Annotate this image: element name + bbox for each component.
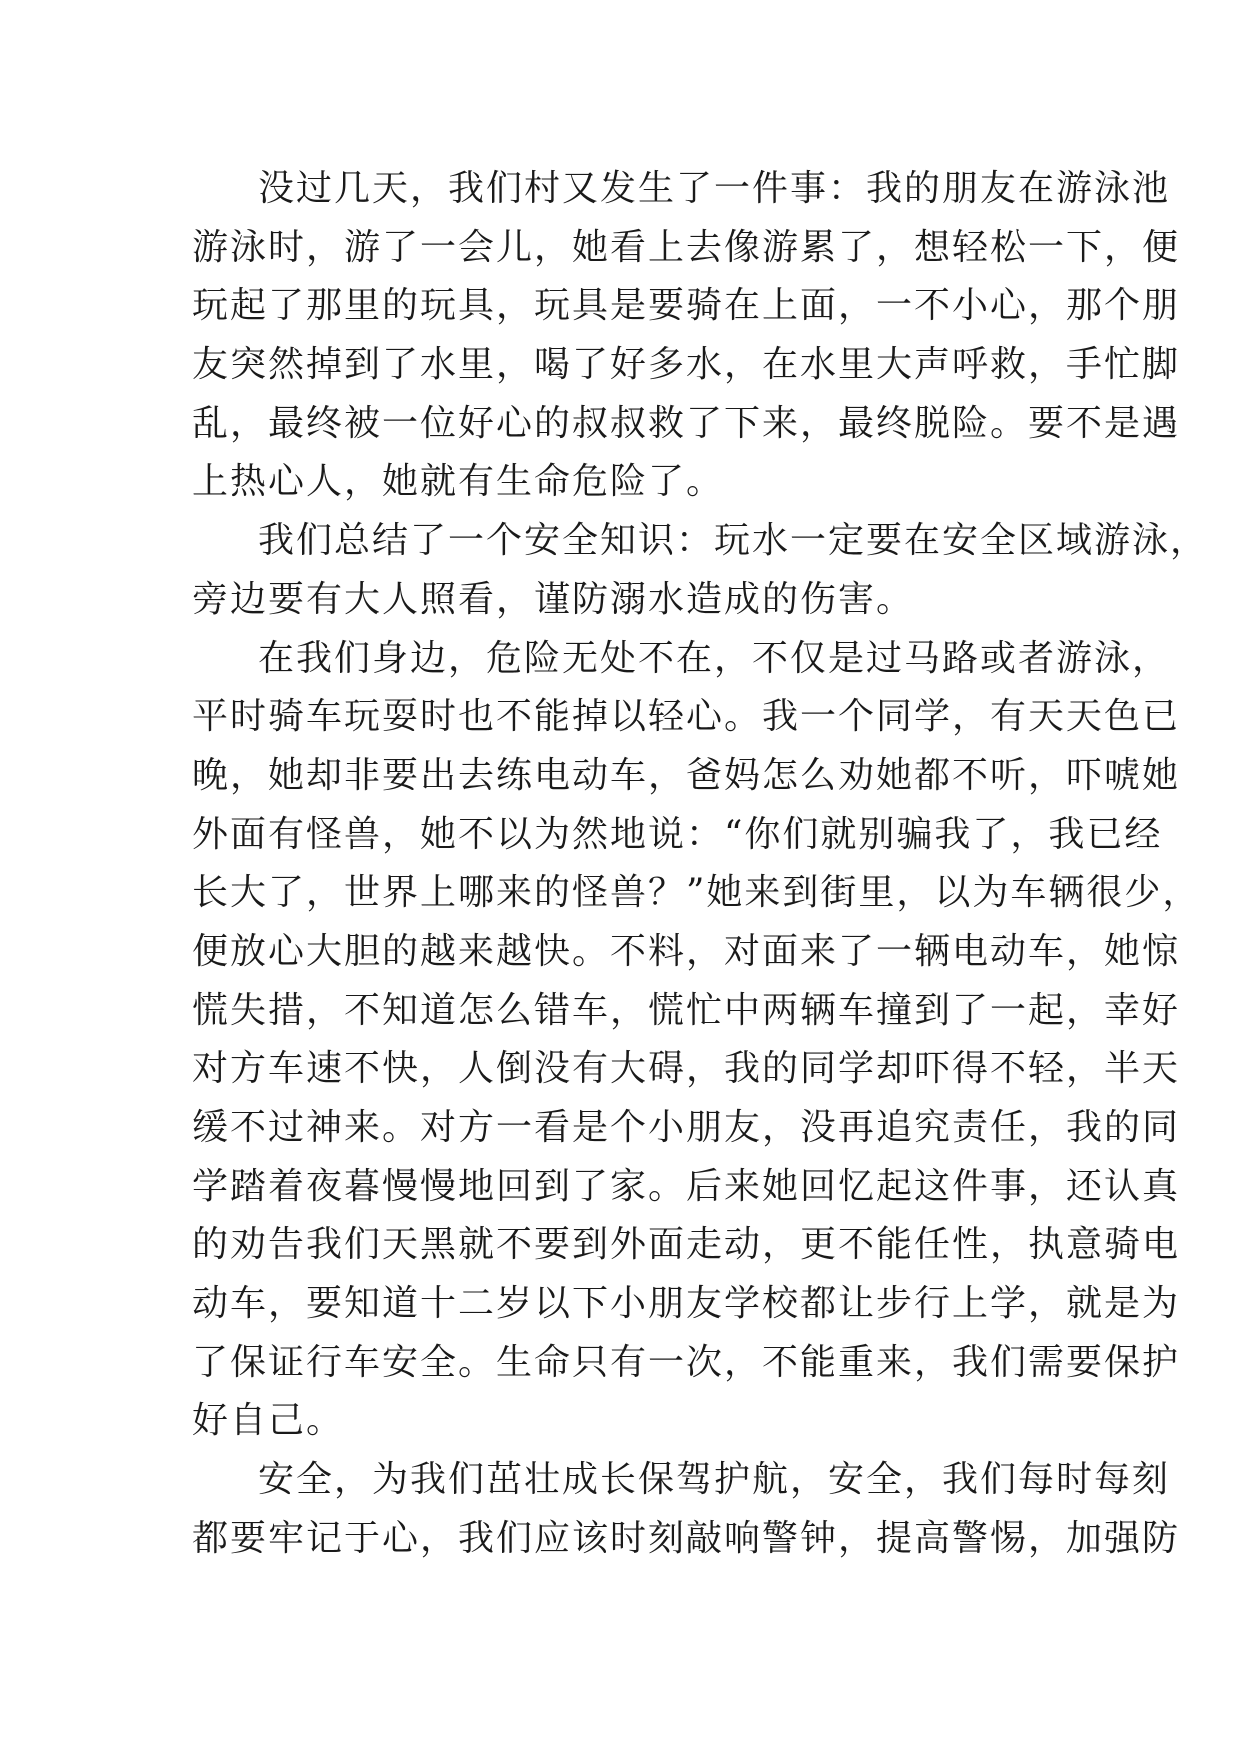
paragraph-line: 学踏着夜暮慢慢地回到了家。后来她回忆起这件事，还认真 bbox=[192, 1165, 1181, 1207]
paragraph-line: 游泳时，游了一会儿，她看上去像游累了，想轻松一下，便 bbox=[192, 226, 1181, 268]
paragraph-line: 我们总结了一个安全知识：玩水一定要在安全区域游泳， bbox=[258, 520, 1209, 562]
paragraph-line: 缓不过神来。对方一看是个小朋友，没再追究责任，我的同 bbox=[192, 1107, 1181, 1148]
paragraph-line: 外面有怪兽，她不以为然地说：“你们就别骗我了，我已经 bbox=[192, 813, 1163, 855]
paragraph-line: 上热心人，她就有生命危险了。 bbox=[192, 461, 725, 503]
paragraph-line: 的劝告我们天黑就不要到外面走动，更不能任性，执意骑电 bbox=[192, 1224, 1181, 1266]
paragraph-line: 长大了，世界上哪来的怪兽？”她来到街里，以为车辆很少， bbox=[192, 872, 1201, 914]
paragraph-line: 便放心大胆的越来越快。不料，对面来了一辆电动车，她惊 bbox=[192, 930, 1181, 972]
document-body bbox=[192, 160, 1209, 1569]
paragraph-line: 安全，为我们茁壮成长保驾护航，安全，我们每时每刻 bbox=[258, 1459, 1171, 1501]
paragraph-line: 慌失措，不知道怎么错车，慌忙中两辆车撞到了一起，幸好 bbox=[192, 989, 1181, 1031]
paragraph-line: 都要牢记于心，我们应该时刻敲响警钟，提高警惕，加强防 bbox=[192, 1517, 1181, 1559]
paragraph-line: 晚，她却非要出去练电动车，爸妈怎么劝她都不听，吓唬她 bbox=[192, 754, 1181, 796]
paragraph-line: 玩起了那里的玩具，玩具是要骑在上面，一不小心，那个朋 bbox=[192, 285, 1181, 327]
paragraph-line: 没过几天，我们村又发生了一件事：我的朋友在游泳池 bbox=[258, 168, 1171, 209]
paragraph-line: 了保证行车安全。生命只有一次，不能重来，我们需要保护 bbox=[192, 1341, 1181, 1383]
paragraph-line: 动车，要知道十二岁以下小朋友学校都让步行上学，就是为 bbox=[192, 1283, 1181, 1325]
paragraph-line: 乱，最终被一位好心的叔叔救了下来，最终脱险。要不是遇 bbox=[192, 402, 1181, 444]
paragraph-line: 旁边要有大人照看，谨防溺水造成的伤害。 bbox=[192, 578, 915, 620]
paragraph-line: 友突然掉到了水里，喝了好多水，在水里大声呼救，手忙脚 bbox=[192, 344, 1181, 386]
paragraph-line: 平时骑车玩耍时也不能掉以轻心。我一个同学，有天天色已 bbox=[192, 696, 1181, 738]
paragraph-line: 对方车速不快，人倒没有大碍，我的同学却吓得不轻，半天 bbox=[192, 1048, 1181, 1090]
paragraph-line: 在我们身边，危险无处不在，不仅是过马路或者游泳， bbox=[258, 637, 1171, 679]
paragraph-line: 好自己。 bbox=[192, 1400, 345, 1442]
